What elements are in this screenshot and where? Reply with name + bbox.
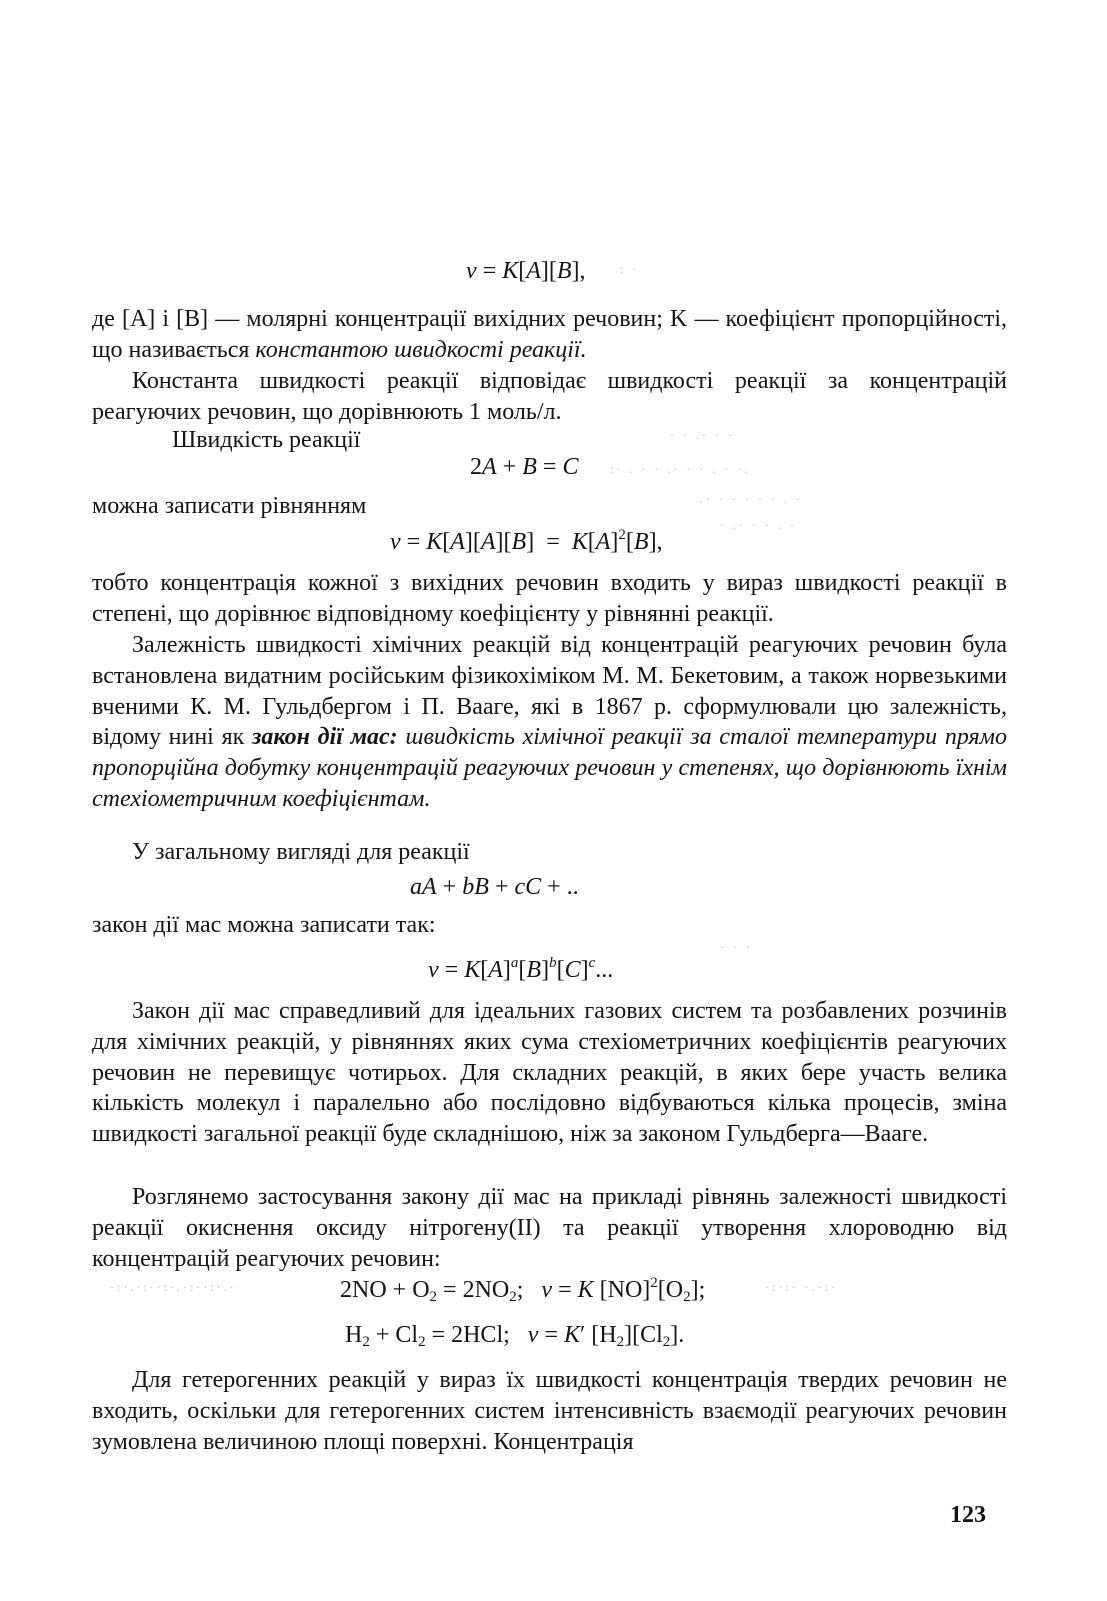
equation-no-oxidation: $2NO + O_2 = 2NO_2$; v = K $[NO]^2[O_2]$; — [340, 1275, 706, 1305]
scan-noise: : · — [620, 262, 640, 276]
label-write-equation: можна записати рівнянням — [92, 493, 367, 519]
scan-noise: ·:·:· ·.·:· — [765, 1280, 838, 1294]
equation-rate-squared: $v = K[A][A][B] = K[A]^2[B]$, — [390, 527, 663, 555]
scan-noise: :· . · · .· · · . · ·. — [610, 462, 751, 476]
paragraph-rate-constant: Константа швидкості реакції відповідає швидкості реакції за концентрацій реагуючих речовин, що дорівнюють 1 моль/л. — [92, 368, 1007, 425]
equation-reaction: 2A + B = C — [470, 454, 579, 480]
label-reaction-rate: Швидкість реакції — [172, 427, 361, 453]
paragraph-heterogeneous: Для гетерогенних реакцій у вираз їх швидкості концентрація твердих речовин не входить, оскільки для гетерогенних систем інтенсивність взаємодії реагуючих речовин зумовлена величиною площі поверхні. Концентрація — [92, 1367, 1007, 1455]
equation-hcl-formation: $H_2 + Cl_2 = 2HCl$; v = K′ $[H_2][Cl_2]$. — [345, 1322, 685, 1350]
equation-general-rate: $v = K[A]^a[B]^b[C]^c$... — [428, 955, 614, 983]
equation-general-reaction: aA + bB + cC + .. — [410, 874, 579, 900]
label-general-form: У загальному вигляді для реакції — [132, 839, 470, 865]
label-law-form: закон дії мас можна записати так: — [92, 912, 436, 938]
scan-noise: ·:·.·:··:·.·:··:·.· — [110, 1280, 237, 1294]
scan-noise: · · .· · · — [670, 428, 735, 442]
scan-noise: · .· · · . · — [720, 518, 797, 532]
paragraph-examples-intro: Розглянемо застосування закону дії мас на прикладі рівнянь залежності швидкості реакції окиснення оксиду нітрогену(II) та реакції утворення хлороводню від концентрацій реагуючих речовин: — [92, 1184, 1007, 1272]
paragraph-law-validity: Закон дії мас справедливий для ідеальних газових систем та розбавлених розчинів для хімічних реакцій, у рівняннях яких сума стехіометричних коефіцієнтів реагуючих речовин не перевищує чотирьох. Для складних реакцій, в яких бере участь велика кількість молекул і паралельно або послідовно відбуваються кілька процесів, зміна швидкості загальної реакції буде складнішою, ніж за законом Гульдберга—Вааге. — [92, 998, 1007, 1148]
paragraph-definitions: де [A] і [B] — молярні концентрації вихідних речовин; K — коефіцієнт пропорційності, що називається константою швидкості реакції. — [92, 306, 1007, 363]
paragraph-mass-action-law: Залежність швидкості хімічних реакцій від концентрацій реагуючих речовин була встановлена видатним російським фізикохіміком М. М. Бекетовим, а також норвезькими вченими К. М. Гульдбергом і П. Вааге, які в 1867 р. сформулювали цю залежність, відому нині як закон дії мас: швидкість хімічної реакції за сталої температури прямо пропорційна добутку концентрацій реагуючих речовин у степенях, що дорівнюють їхнім стехіометричним коефіцієнтам. — [92, 632, 1007, 812]
scan-noise: .· · · · · · . · — [700, 492, 803, 506]
paragraph-concentration-power: тобто концентрація кожної з вихідних речовин входить у вираз швидкості реакції в степені, що дорівнює відповідному коефіцієнту у рівнянні реакції. — [92, 570, 1007, 627]
page-number: 123 — [950, 1502, 986, 1528]
scan-noise: · · · — [720, 940, 753, 954]
equation-rate-ab: v = K[A][B], — [466, 258, 586, 284]
